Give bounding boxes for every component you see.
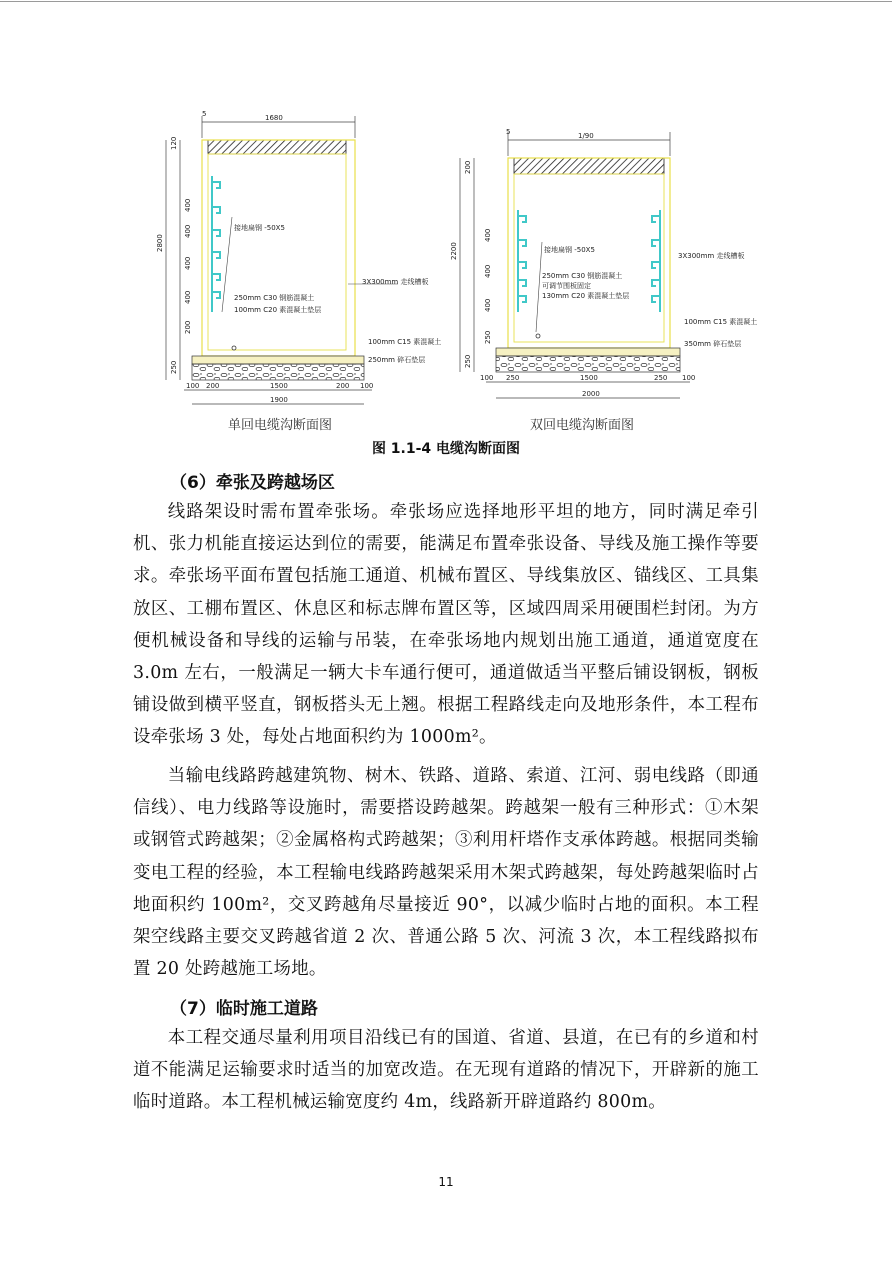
right-ground-note: 接地扁钢 -50X5 <box>544 246 595 254</box>
single-circuit-trench <box>156 110 441 404</box>
right-bottom-height: 250 <box>484 330 492 344</box>
left-cover-height: 120 <box>170 136 178 150</box>
right-wall-note-3: 130mm C20 素混凝土垫层 <box>542 292 630 300</box>
left-figure-caption: 单回电缆沟断面图 <box>228 418 333 433</box>
right-bottom-seg-4: 250 <box>654 374 668 382</box>
top-border-line <box>0 1 892 2</box>
section-6-paragraph-2: 当输电线路跨越建筑物、树木、铁路、道路、索道、江河、弱电线路（即通信线）、电力线路等设施时，需要搭设跨越架。跨越架一般有三种形式：①木架或钢管式跨越架；②金属格构式跨越架；③利用杆塔作支承体跨越。根据同类输变电工程的经验，本工程输电线路跨越架采用木架式跨越架，每处跨越架临时占地面积约 100m²，交叉跨越角尽量接近 90°，以减少临时占地的面积。本工程架空线路主要交叉跨越省道 2 次、普通公路 5 次、河流 3 次，本工程线路拟布置 20 处跨越施工场地。 <box>133 766 759 980</box>
left-bottom-seg-4: 200 <box>336 382 350 390</box>
left-rack-spacing-2: 400 <box>184 224 192 238</box>
right-bottom-seg-2: 250 <box>506 374 520 382</box>
right-side-wall: 5 <box>506 128 511 136</box>
right-bottom-total: 2000 <box>582 390 600 398</box>
left-bottom-seg-1: 100 <box>186 382 200 390</box>
left-bottom-seg-2: 200 <box>206 382 220 390</box>
right-top-width: 1/90 <box>578 132 594 140</box>
left-bracket-note: 3X300mm 走线槽板 <box>362 278 429 286</box>
section-6-paragraph-1: 线路架设时需布置牵张场。牵张场应选择地形平坦的地方，同时满足牵引机、张力机能直接运达到位的需要，能满足布置牵张设备、导线及施工操作等要求。牵张场平面布置包括施工通道、机械布置区、导线集放区、锚线区、工具集放区、工棚布置区、休息区和标志牌布置区等，区域四周采用硬围栏封闭。为方便机械设备和导线的运输与吊装，在牵张场地内规划出施工通道，通道宽度在 3.0m 左右，一般满足一辆大卡车通行便可，通道做适当平整后铺设钢板，钢板铺设做到横平竖直，钢板搭头无上翘。根据工程路线走向及地形条件，本工程布设牵张场 3 处，每处占地面积约为 1000m²。 <box>133 502 759 748</box>
page-number: 11 <box>438 1175 454 1189</box>
right-bracket-note: 3X300mm 走线槽板 <box>678 252 745 260</box>
left-ground-note: 接地扁钢 -50X5 <box>234 224 285 232</box>
left-base-height: 250 <box>170 360 178 374</box>
section-6-heading: （6）牵张及跨越场区 <box>170 473 335 493</box>
right-bottom-seg-3: 1500 <box>580 374 598 382</box>
right-bottom-seg-1: 100 <box>480 374 494 382</box>
right-base-height: 250 <box>464 354 472 368</box>
figure-caption: 图 1.1-4 电缆沟断面图 <box>371 441 521 457</box>
right-rack-spacing-2: 400 <box>484 264 492 278</box>
left-top-width: 1680 <box>265 114 283 122</box>
left-base-note-1: 100mm C15 素混凝土 <box>368 338 442 346</box>
right-rack-spacing-3: 400 <box>484 298 492 312</box>
right-figure-caption: 双回电缆沟断面图 <box>530 418 635 433</box>
left-bottom-height: 200 <box>184 320 192 334</box>
left-rack-spacing-3: 400 <box>184 256 192 270</box>
section-7-paragraph-1: 本工程交通尽量利用项目沿线已有的国道、省道、县道，在已有的乡道和村道不能满足运输要求时适当的加宽改造。在无现有道路的情况下，开辟新的施工临时道路。本工程机械运输宽度约 4m，线路新开辟道路约 800m。 <box>133 1028 759 1113</box>
cable-trench-drawings <box>150 110 758 432</box>
right-base-note-1: 100mm C15 素混凝土 <box>684 318 758 326</box>
right-bottom-seg-5: 100 <box>682 374 696 382</box>
right-wall-note-1: 250mm C30 钢筋混凝土 <box>542 272 623 280</box>
cable-trench-svg <box>150 110 758 412</box>
right-wall-note-2: 可调节围板固定 <box>542 282 591 290</box>
left-bottom-seg-3: 1500 <box>270 382 288 390</box>
right-cover-height: 200 <box>464 160 472 174</box>
right-total-height: 2200 <box>450 242 458 260</box>
left-wall-note-1: 250mm C30 钢筋混凝土 <box>234 294 315 302</box>
left-bottom-seg-5: 100 <box>360 382 374 390</box>
left-bottom-total: 1900 <box>270 396 288 404</box>
right-base-note-2: 350mm 碎石垫层 <box>684 340 742 348</box>
section-7-heading: （7）临时施工道路 <box>170 999 318 1019</box>
left-rack-spacing-4: 400 <box>184 290 192 304</box>
left-side-wall: 5 <box>202 110 207 118</box>
left-rack-spacing-1: 400 <box>184 198 192 212</box>
double-circuit-trench <box>450 128 757 398</box>
left-total-height: 2800 <box>156 234 164 252</box>
right-rack-spacing-1: 400 <box>484 228 492 242</box>
left-wall-note-2: 100mm C20 素混凝土垫层 <box>234 306 322 314</box>
left-base-note-2: 250mm 碎石垫层 <box>368 356 426 364</box>
